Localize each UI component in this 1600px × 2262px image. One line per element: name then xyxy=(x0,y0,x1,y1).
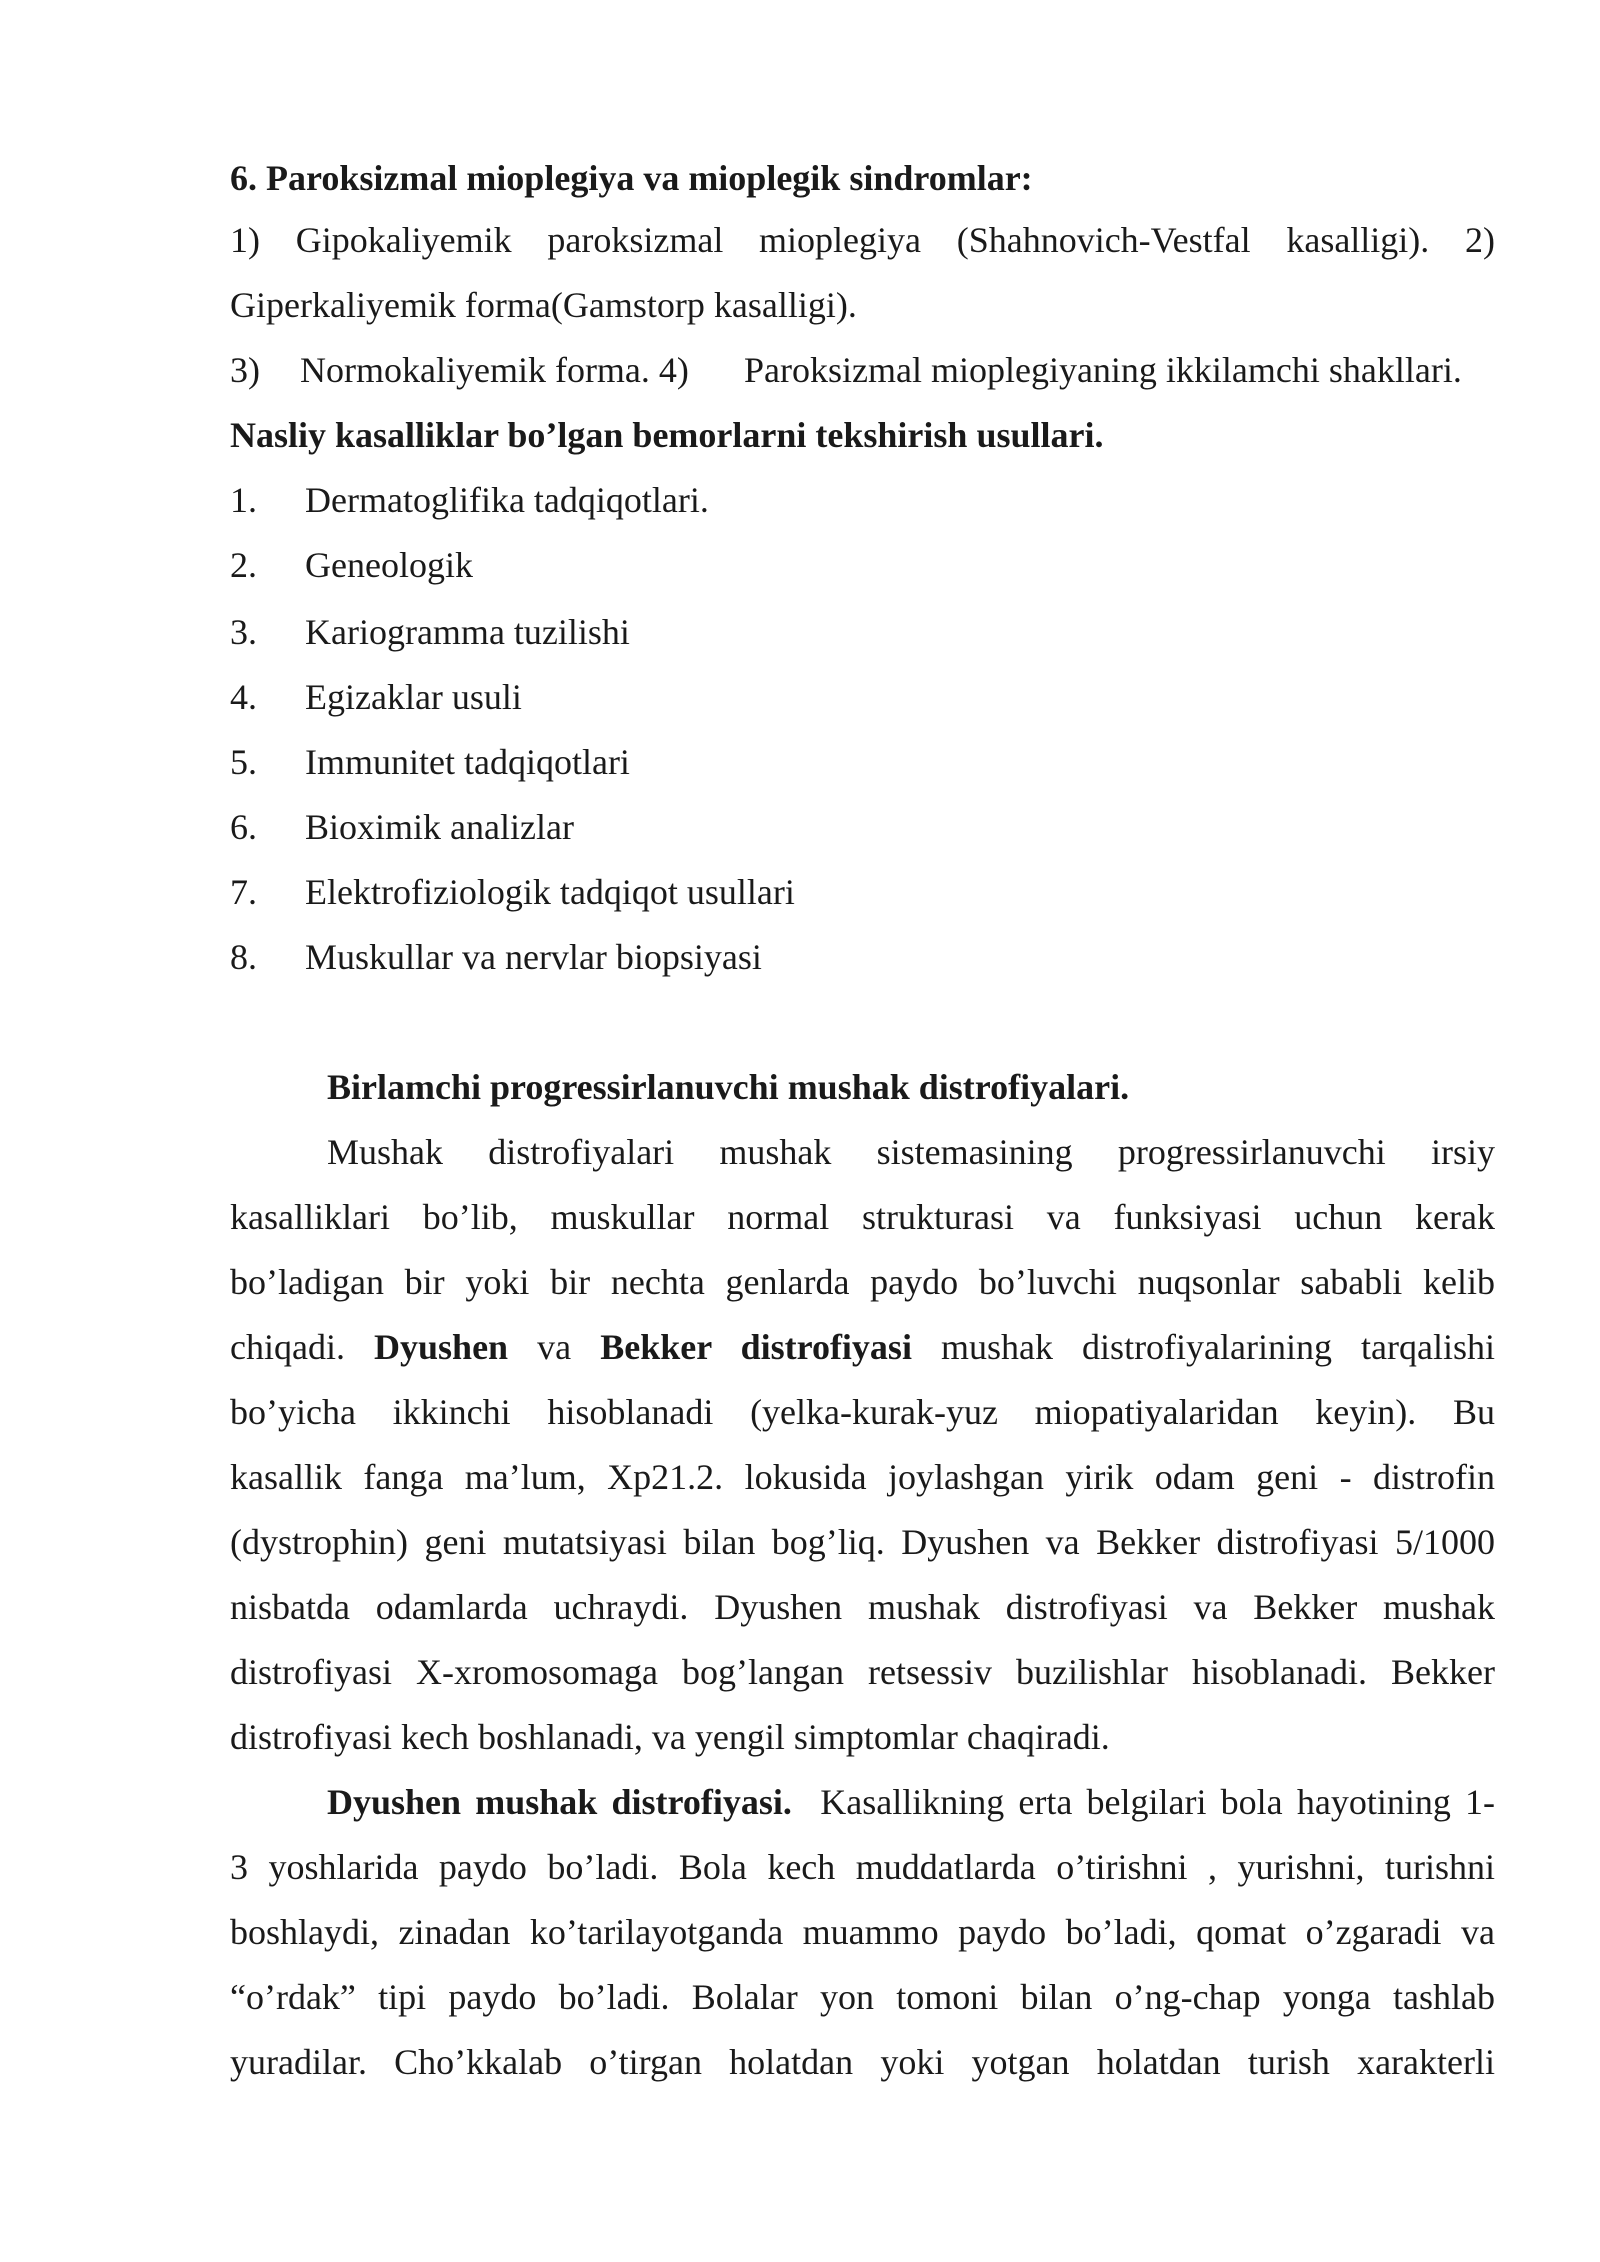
list-item: Geneologik xyxy=(305,545,473,585)
text-line: yuradilar. Cho’kkalab o’tirgan holatdan yoki yotgan holatdan turish xarakterli xyxy=(230,2042,1495,2082)
text-line: (dystrophin) geni mutatsiyasi bilan bog’liq. Dyushen va Bekker distrofiyasi 5/1000 xyxy=(230,1522,1495,1562)
text-line: bo’ladigan bir yoki bir nechta genlarda paydo bo’luvchi nuqsonlar sababli kelib xyxy=(230,1262,1495,1302)
text-line: “o’rdak” tipi paydo bo’ladi. Bolalar yon tomoni bilan o’ng-chap yonga tashlab xyxy=(230,1977,1495,2017)
list-number: 3. xyxy=(230,612,257,652)
text-line: boshlaydi, zinadan ko’tarilayotganda muammo paydo bo’ladi, qomat o’zgaradi va xyxy=(230,1912,1495,1952)
text-line: Dyushen mushak distrofiyasi. Kasallikning erta belgilari bola hayotining 1- xyxy=(327,1782,1496,1822)
list-item: Immunitet tadqiqotlari xyxy=(305,742,630,782)
text-line: Giperkaliyemik forma(Gamstorp kasalligi). xyxy=(230,285,857,325)
list-number: 7. xyxy=(230,872,257,912)
text-line: Paroksizmal mioplegiyaning ikkilamchi shakllari. xyxy=(744,350,1462,390)
text-line: distrofiyasi kech boshlanadi, va yengil simptomlar chaqiradi. xyxy=(230,1717,1110,1757)
text-line: kasallik fanga ma’lum, Xp21.2. lokusida joylashgan yirik odam geni - distrofin xyxy=(230,1457,1495,1497)
list-number: 4. xyxy=(230,677,257,717)
text-line: nisbatda odamlarda uchraydi. Dyushen mushak distrofiyasi va Bekker mushak xyxy=(230,1587,1495,1627)
list-item: Muskullar va nervlar biopsiyasi xyxy=(305,937,762,977)
text-line: 3) xyxy=(230,350,260,390)
text-line: chiqadi. Dyushen va Bekker distrofiyasi mushak distrofiyalarining tarqalishi xyxy=(230,1327,1496,1367)
list-number: 8. xyxy=(230,937,257,977)
list-item: Elektrofiziologik tadqiqot usullari xyxy=(305,872,795,912)
list-number: 1. xyxy=(230,480,257,520)
list-item: Egizaklar usuli xyxy=(305,677,522,717)
text-line: Normokaliyemik forma. 4) xyxy=(300,350,689,390)
section-heading-dystrophy: Birlamchi progressirlanuvchi mushak distrofiyalari. xyxy=(327,1067,1130,1107)
dyushen-heading: Dyushen mushak distrofiyasi. xyxy=(327,1782,792,1822)
list-number: 6. xyxy=(230,807,257,847)
text-line: kasalliklari bo’lib, muskullar normal strukturasi va funksiyasi uchun kerak xyxy=(230,1197,1495,1237)
section-heading-paroxysmal: 6. Paroksizmal mioplegiya va mioplegik sindromlar: xyxy=(230,158,1033,198)
text-line: 1) Gipokaliyemik paroksizmal mioplegiya (Shahnovich-Vestfal kasalligi). 2) xyxy=(230,220,1495,260)
text-line: bo’yicha ikkinchi hisoblanadi (yelka-kurak-yuz miopatiyalaridan keyin). Bu xyxy=(230,1392,1495,1432)
text-line: Mushak distrofiyalari mushak sistemasining progressirlanuvchi irsiy xyxy=(327,1132,1495,1172)
text-line: 3 yoshlarida paydo bo’ladi. Bola kech muddatlarda o’tirishni , yurishni, turishni xyxy=(230,1847,1495,1887)
list-item: Bioximik analizlar xyxy=(305,807,574,847)
list-item: Kariogramma tuzilishi xyxy=(305,612,630,652)
list-number: 5. xyxy=(230,742,257,782)
section-heading-methods: Nasliy kasalliklar bo’lgan bemorlarni tekshirish usullari. xyxy=(230,415,1104,455)
text-line: distrofiyasi X-xromosomaga bog’langan retsessiv buzilishlar hisoblanadi. Bekker xyxy=(230,1652,1495,1692)
list-number: 2. xyxy=(230,545,257,585)
list-item: Dermatoglifika tadqiqotlari. xyxy=(305,480,709,520)
